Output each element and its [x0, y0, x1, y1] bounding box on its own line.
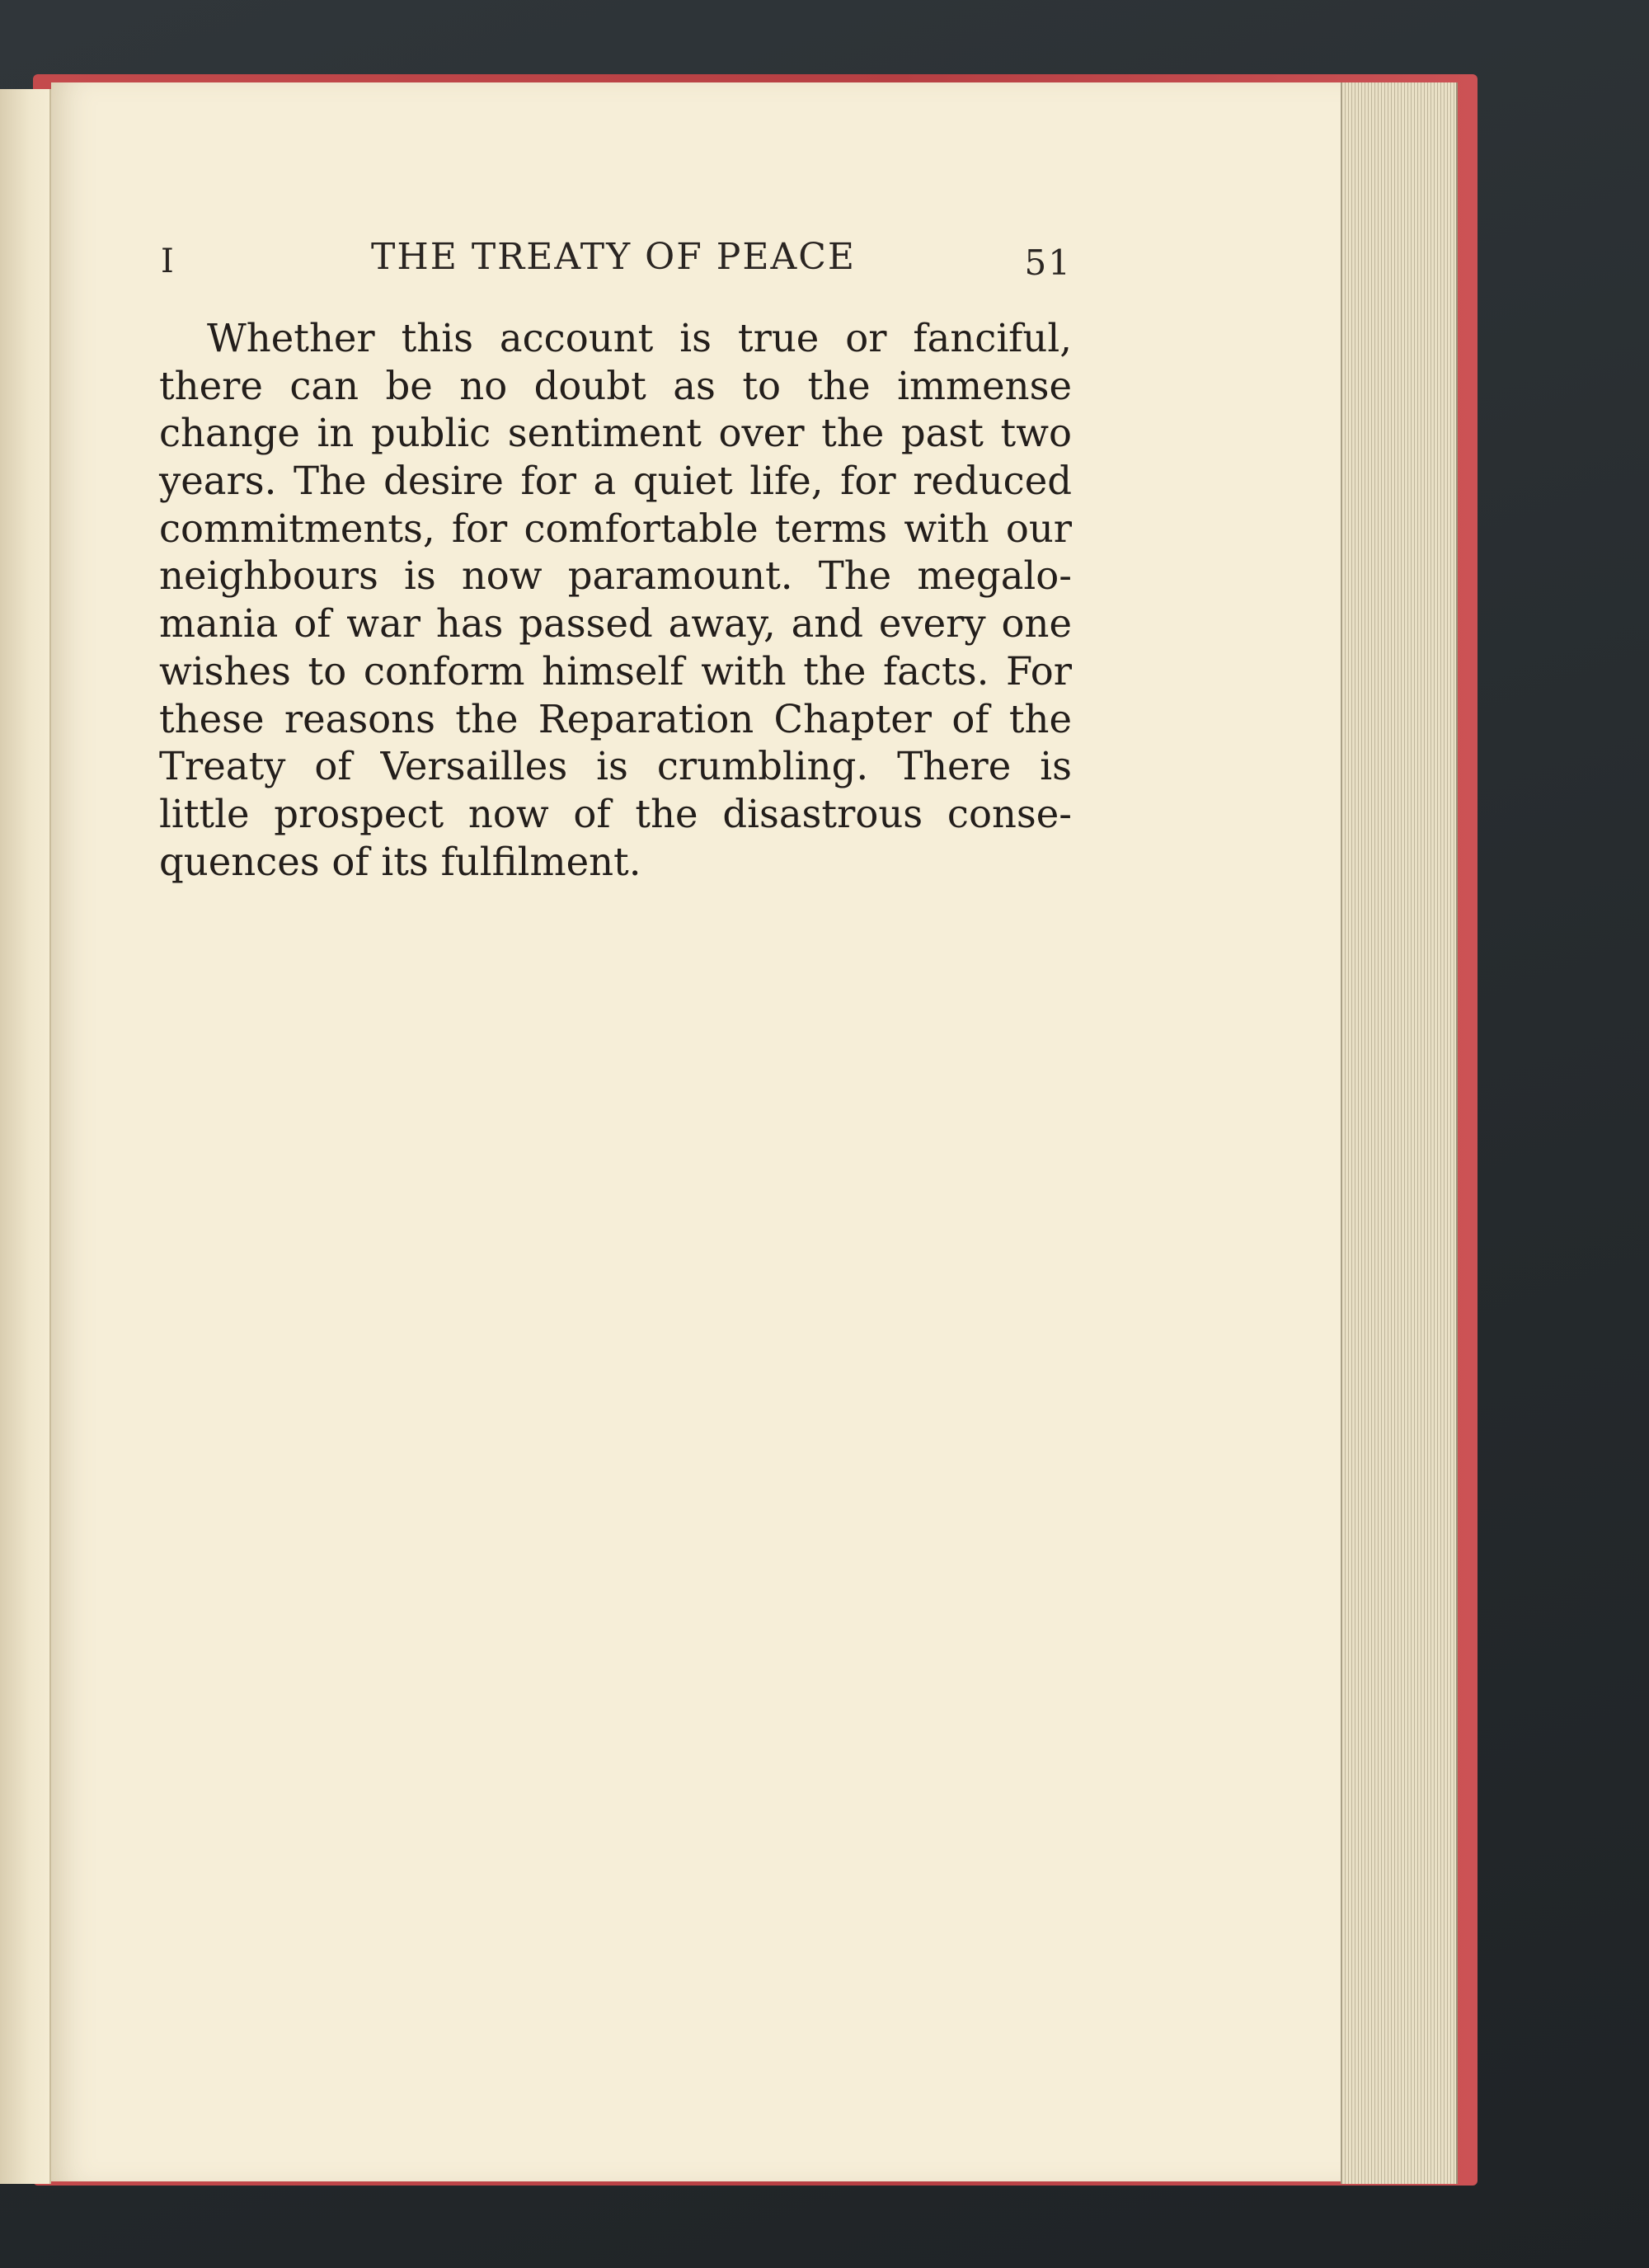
- text-line: commitments, for comfortable terms with our: [159, 506, 1072, 551]
- running-title: THE TREATY OF PEACE: [371, 236, 857, 278]
- text-line: mania of war has passed away, and every one: [159, 601, 1072, 647]
- text-line: Whether this account is true or fanciful,: [207, 316, 1072, 360]
- text-line: there can be no doubt as to the immense: [159, 363, 1072, 408]
- text-line: these reasons the Reparation Chapter of the: [159, 696, 1072, 741]
- text-line: change in public sentiment over the past two: [159, 411, 1072, 456]
- text-line: quences of its fulfilment.: [159, 839, 641, 884]
- text-line: little prospect now of the disastrous conse-: [159, 791, 1072, 836]
- text-line: wishes to conform himself with the facts. For: [159, 648, 1072, 694]
- page-number: 51: [1024, 242, 1072, 283]
- facing-page-edge: [0, 89, 51, 2184]
- page-edges: [1341, 82, 1458, 2184]
- text-line: years. The desire for a quiet life, for reduced: [159, 459, 1072, 504]
- text-line: Treaty of Versailles is crumbling. There is: [159, 744, 1072, 789]
- chapter-number: I: [161, 242, 176, 280]
- body-paragraph: [159, 315, 1072, 886]
- text-line: neighbours is now paramount. The megalo-: [159, 553, 1072, 599]
- running-head: [161, 236, 1072, 285]
